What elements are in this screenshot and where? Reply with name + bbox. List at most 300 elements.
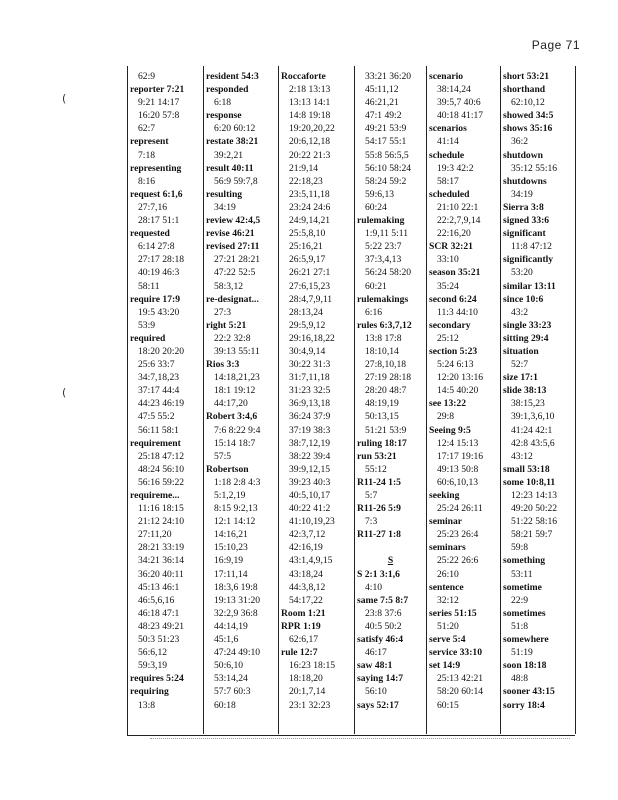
page-reference: 47:22 52:5 — [214, 267, 256, 279]
page-reference: 49:21 53:9 — [365, 123, 407, 135]
page-reference: 48:24 56:10 — [138, 463, 185, 475]
page-reference: 25:24 26:11 — [437, 503, 483, 515]
page-reference: 47:5 55:2 — [138, 411, 175, 423]
page-reference: 19:5 43:20 — [138, 306, 180, 318]
page-reference: 36:2 — [511, 136, 529, 148]
index-column-1 — [128, 66, 204, 734]
page-reference: 26:5,9,17 — [289, 254, 326, 266]
page-reference: 41:14 — [437, 136, 459, 148]
margin-mark: ( — [62, 92, 67, 105]
page-reference: 48:8 — [511, 673, 529, 685]
page-reference: 58:21 59:7 — [511, 529, 553, 541]
page-reference: 15:14 18:7 — [214, 437, 256, 449]
page-reference: 16:9,19 — [214, 555, 244, 567]
page-reference: 25:18 47:12 — [138, 450, 185, 462]
page-reference: 22:9 — [511, 594, 529, 606]
page-reference: 11:16 18:15 — [138, 503, 184, 515]
index-term: revise 46:21 — [206, 228, 255, 240]
page-reference: 60:15 — [437, 699, 459, 711]
index-term: season 35:21 — [429, 267, 481, 279]
page-reference: 40:5,10,17 — [289, 490, 331, 501]
index-term: responded — [206, 84, 249, 96]
page-reference: 22:18,23 — [289, 175, 323, 187]
page-reference: 37:19 38:3 — [289, 424, 331, 436]
page-reference: 12:1 14:12 — [214, 516, 256, 528]
page-reference: 38:7,12,19 — [289, 437, 331, 449]
page-reference: 9:21 14:17 — [138, 97, 180, 109]
page-reference: 25:13 42:21 — [437, 673, 484, 685]
page-reference: 35:24 — [437, 280, 459, 292]
page-reference: 27:6,15,23 — [289, 280, 331, 292]
page-reference: 50:6,10 — [214, 660, 244, 672]
page-reference: 18:18,20 — [289, 673, 323, 685]
page-reference: 39:23 40:3 — [289, 476, 331, 488]
page-reference: 26:21 27:1 — [289, 267, 331, 279]
index-term: sometimes — [503, 607, 546, 619]
page-reference: 40:18 41:17 — [437, 110, 484, 122]
page-reference: 59:6,13 — [365, 188, 395, 200]
page-reference: 51:21 53:9 — [365, 424, 407, 436]
page-reference: 60:24 — [365, 201, 387, 213]
page-reference: 58:11 — [138, 280, 160, 292]
index-term: situation — [503, 345, 539, 357]
page-reference: 58:17 — [437, 175, 459, 187]
page-reference: 40:22 41:2 — [289, 503, 331, 515]
section-letter: S — [387, 555, 394, 567]
index-term: right 5:21 — [206, 319, 247, 331]
index-term: significant — [503, 228, 546, 240]
page-reference: 6:14 27:8 — [138, 241, 175, 253]
index-term: Roccaforte — [281, 71, 326, 82]
page-reference: 37:3,4,13 — [365, 254, 402, 266]
page-reference: 13:13 14:1 — [289, 97, 331, 109]
page-reference: 21:12 24:10 — [138, 516, 185, 528]
page-reference: 16:20 57:8 — [138, 110, 180, 122]
page-reference: 40:19 46:3 — [138, 267, 180, 279]
page-reference: 19:13 31:20 — [214, 594, 261, 606]
index-term: sometime — [503, 581, 542, 593]
index-term: sorry 18:4 — [503, 699, 545, 711]
page-reference: 54:17,22 — [289, 594, 323, 606]
index-table — [127, 66, 575, 736]
index-term: sentence — [429, 581, 464, 593]
page-reference: 30:4,9,14 — [289, 345, 326, 357]
page-reference: 7:6 8:22 9:4 — [214, 424, 261, 436]
page-reference: 15:10,23 — [214, 542, 248, 554]
page-reference: 24:9,14,21 — [289, 215, 331, 227]
index-term: service 33:10 — [429, 647, 483, 659]
page-reference: 17:11,14 — [214, 568, 248, 580]
page-reference: 53:20 — [511, 267, 533, 279]
page-reference: 25:16,21 — [289, 241, 323, 253]
page-reference: 42:8 43:5,6 — [511, 437, 555, 449]
page-reference: 30:22 31:3 — [289, 359, 331, 371]
page-reference: 16:23 18:15 — [289, 660, 336, 672]
page-reference: 51:20 — [437, 620, 459, 632]
page-reference: 27:7,16 — [138, 201, 168, 213]
page-reference: 43:12 — [511, 450, 533, 462]
index-term: significantly — [503, 254, 554, 266]
page-reference: 45:13 46:1 — [138, 581, 180, 593]
page-reference: 28:21 33:19 — [138, 542, 185, 554]
index-term: R11-27 1:8 — [357, 529, 401, 541]
page-reference: 60:21 — [365, 280, 387, 292]
page-reference: 1:9,11 5:11 — [365, 228, 408, 240]
page-reference: 25:6 33:7 — [138, 359, 175, 371]
index-term: requested — [130, 228, 170, 240]
page-reference: 5:7 — [365, 490, 378, 501]
page-reference: 56:16 59:22 — [138, 476, 185, 488]
page-reference: 27:3 — [214, 306, 232, 318]
page-reference: 32:2,9 36:8 — [214, 607, 258, 619]
page-reference: 53:14,24 — [214, 673, 248, 685]
index-term: shutdown — [503, 149, 543, 161]
index-term: restate 38:21 — [206, 136, 259, 148]
page-reference: 20:22 21:3 — [289, 149, 331, 161]
index-term: re-designat... — [206, 293, 259, 305]
page-reference: 56:10 58:24 — [365, 162, 412, 174]
page-reference: 43:1,4,9,15 — [289, 555, 333, 567]
page-reference: 25:23 26:4 — [437, 529, 479, 541]
page-reference: 43:18,24 — [289, 568, 323, 580]
index-term: size 17:1 — [503, 372, 538, 384]
page-reference: 45:11,12 — [365, 84, 399, 96]
page-reference: 44:23 46:19 — [138, 398, 185, 410]
page-reference: 51:8 — [511, 620, 529, 632]
index-term: single 33:23 — [503, 319, 552, 331]
page-reference: 6:20 60:12 — [214, 123, 256, 135]
page-reference: 6:18 — [214, 97, 232, 109]
page-reference: 62:7 — [138, 123, 156, 135]
page-reference: 60:18 — [214, 699, 236, 711]
page-reference: 7:3 — [365, 516, 378, 528]
page-reference: 1:18 2:8 4:3 — [214, 476, 261, 488]
page-reference: 12:4 15:13 — [437, 437, 479, 449]
index-term: set 14:9 — [429, 660, 461, 672]
page-reference: 42:3,7,12 — [289, 529, 326, 541]
index-term: result 40:11 — [206, 162, 254, 174]
page-reference: 41:10,19,23 — [289, 516, 335, 528]
page-reference: 23:5,11,18 — [289, 188, 330, 200]
index-term: seminar — [429, 516, 463, 528]
page-reference: 56:10 — [365, 686, 387, 698]
page-reference: 39:5,7 40:6 — [437, 97, 481, 109]
page-reference: 47:1 49:2 — [365, 110, 402, 122]
page-reference: 48:19,19 — [365, 398, 399, 410]
index-column-5 — [427, 66, 501, 734]
index-term: somewhere — [503, 634, 549, 646]
index-term: S 2:1 3:1,6 — [357, 568, 400, 580]
page-reference: 14:16,21 — [214, 529, 248, 541]
index-term: require 17:9 — [130, 293, 181, 305]
index-term: short 53:21 — [503, 71, 550, 82]
page-reference: 36:20 40:11 — [138, 568, 184, 580]
page-reference: 50:13,15 — [365, 411, 399, 423]
index-term: sooner 43:15 — [503, 686, 555, 698]
page-reference: 5:1,2,19 — [214, 490, 246, 501]
page-reference: 31:23 32:5 — [289, 385, 331, 397]
index-term: requires 5:24 — [130, 673, 184, 685]
page-reference: 52:7 — [511, 359, 529, 371]
index-term: Robertson — [206, 463, 249, 475]
index-term: signed 33:6 — [503, 215, 550, 227]
page-reference: 39:9,12,15 — [289, 463, 331, 475]
page-reference: 34:19 — [511, 188, 533, 200]
page-reference: 4:10 — [365, 581, 383, 593]
page-reference: 23:24 24:6 — [289, 201, 331, 213]
page-reference: 21:9,14 — [289, 162, 319, 174]
page-reference: 33:10 — [437, 254, 459, 266]
index-term: says 52:17 — [357, 699, 399, 711]
page-reference: 51:19 — [511, 647, 533, 659]
index-term: reporter 7:21 — [130, 84, 185, 96]
index-column-6 — [501, 66, 576, 734]
page-reference: 14:5 40:20 — [437, 385, 479, 397]
index-term: saying 14:7 — [357, 673, 404, 685]
index-term: rulemakings — [357, 293, 409, 305]
index-term: series 51:15 — [429, 607, 477, 619]
index-term: section 5:23 — [429, 345, 478, 357]
index-term: slide 38:13 — [503, 385, 547, 397]
page-reference: 13:8 — [138, 699, 156, 711]
page-reference: 36:9,13,18 — [289, 398, 331, 410]
index-term: scheduled — [429, 188, 470, 200]
index-term: Room 1:21 — [281, 607, 326, 619]
page-reference: 18:3,6 19:8 — [214, 581, 258, 593]
page-reference: 46:18 47:1 — [138, 607, 180, 619]
page-reference: 56:9 59:7,8 — [214, 175, 258, 187]
page-reference: 8:16 — [138, 175, 156, 187]
page-reference — [355, 541, 426, 554]
page-reference: 26:10 — [437, 568, 459, 580]
index-column-4 — [355, 66, 427, 734]
page-reference: 55:8 56:5,5 — [365, 149, 409, 161]
page-reference: 22:2 32:8 — [214, 332, 251, 344]
index-term: review 42:4,5 — [206, 215, 261, 227]
page-reference: 5:22 23:7 — [365, 241, 402, 253]
page-reference: 22:2,7,9,14 — [437, 215, 481, 227]
page-reference: 46:21,21 — [365, 97, 399, 109]
page-reference: 27:19 28:18 — [365, 372, 412, 384]
index-term: ruling 18:17 — [357, 437, 407, 449]
index-term: rules 6:3,7,12 — [357, 319, 412, 331]
page-reference: 13:8 17:8 — [365, 332, 402, 344]
page-reference: 59:8 — [511, 542, 529, 554]
page-reference: 37:17 44:4 — [138, 385, 180, 397]
page-reference: 58:20 60:14 — [437, 686, 484, 698]
page-reference: 58:24 59:2 — [365, 175, 407, 187]
page-reference: 44:14,19 — [214, 620, 248, 632]
index-term: schedule — [429, 149, 465, 161]
index-term: requiring — [130, 686, 169, 698]
index-term: R11-24 1:5 — [357, 476, 401, 488]
index-term: requirement — [130, 437, 181, 449]
index-term: sitting 29:4 — [503, 332, 549, 344]
index-term: shorthand — [503, 84, 546, 96]
page-reference: 25:12 — [437, 332, 459, 344]
page-reference: 19:3 42:2 — [437, 162, 474, 174]
page-reference: 20:6,12,18 — [289, 136, 331, 148]
index-term: shutdowns — [503, 175, 547, 187]
index-term: same 7:5 8:7 — [357, 594, 409, 606]
index-term: small 53:18 — [503, 463, 550, 475]
index-column-2 — [204, 66, 279, 734]
page-reference: 39:2,21 — [214, 149, 244, 161]
page-reference: 29:16,18,22 — [289, 332, 335, 344]
page-reference: 51:22 58:16 — [511, 516, 558, 528]
index-term: second 6:24 — [429, 293, 477, 305]
page-reference: 21:10 22:1 — [437, 201, 479, 213]
index-term: revised 27:11 — [206, 241, 260, 253]
page-reference: 17:17 19:16 — [437, 450, 484, 462]
page-reference: 56:11 58:1 — [138, 424, 179, 436]
index-term: resulting — [206, 188, 243, 200]
page-reference: 14:8 19:18 — [289, 110, 331, 122]
index-term: saw 48:1 — [357, 660, 393, 672]
index-term: rule 12:7 — [281, 647, 318, 659]
page-reference: 35:12 55:16 — [511, 162, 558, 174]
index-term: response — [206, 110, 242, 122]
index-term: requireme... — [130, 490, 180, 501]
page-reference: 57:5 — [214, 450, 232, 462]
page-reference: 34:19 — [214, 201, 236, 213]
page-reference: 39:1,3,6,10 — [511, 411, 555, 423]
page-reference: 11:8 47:12 — [511, 241, 552, 253]
page-reference: 33:21 36:20 — [365, 71, 412, 82]
page-reference: 12:23 14:13 — [511, 490, 558, 501]
page-reference: 40:5 50:2 — [365, 620, 402, 632]
index-term: Seeing 9:5 — [429, 424, 471, 436]
page-reference: 46:17 — [365, 647, 387, 659]
index-term: scenario — [429, 71, 464, 82]
footer-rule — [150, 738, 570, 739]
page-reference: 7:18 — [138, 149, 156, 161]
page-reference: 60:6,10,13 — [437, 476, 479, 488]
page-reference: 38:14,24 — [437, 84, 471, 96]
page-reference: 2:18 13:13 — [289, 84, 331, 96]
index-term: represent — [130, 136, 169, 148]
index-term: run 53:21 — [357, 450, 397, 462]
page-reference: 27:21 28:21 — [214, 254, 261, 266]
index-term: satisfy 46:4 — [357, 634, 404, 646]
page-reference: 28:4,7,9,11 — [289, 293, 333, 305]
index-term: Rios 3:3 — [206, 359, 240, 371]
page-reference: 53:11 — [511, 568, 533, 580]
index-term: scenarios — [429, 123, 467, 135]
page-reference: 44:3,8,12 — [289, 581, 326, 593]
page-reference: 41:24 42:1 — [511, 424, 553, 436]
page-reference: 44:17,20 — [214, 398, 248, 410]
page-reference: 31:7,11,18 — [289, 372, 330, 384]
margin-mark: ( — [62, 386, 67, 399]
page-reference: 58:3,12 — [214, 280, 244, 292]
page-reference: 18:1 19:12 — [214, 385, 256, 397]
page-reference: 62:9 — [138, 71, 156, 82]
page-reference: 5:24 6:13 — [437, 359, 474, 371]
index-term: request 6:1,6 — [130, 188, 183, 200]
index-term: soon 18:18 — [503, 660, 547, 672]
page-reference: 29:5,9,12 — [289, 319, 326, 331]
page-reference: 28:17 51:1 — [138, 215, 180, 227]
page-reference: 42:16,19 — [289, 542, 323, 554]
page-reference: 59:3,19 — [138, 660, 168, 672]
page-reference: 32:12 — [437, 594, 459, 606]
page-reference: 39:13 55:11 — [214, 345, 260, 357]
index-column-3 — [279, 66, 355, 734]
page-reference: 22:16,20 — [437, 228, 471, 240]
page-reference: 34:21 36:14 — [138, 555, 185, 567]
index-term: SCR 32:21 — [429, 241, 473, 253]
page-reference: 23:8 37:6 — [365, 607, 402, 619]
index-term: something — [503, 555, 546, 567]
page-reference: 55:12 — [365, 463, 387, 475]
page-reference: 8:15 9:2,13 — [214, 503, 258, 515]
page-reference: 46:5,6,16 — [138, 594, 175, 606]
page-reference: 56:24 58:20 — [365, 267, 412, 279]
page-reference: 57:7 60:3 — [214, 686, 251, 698]
page-reference: 28:20 48:7 — [365, 385, 407, 397]
page-reference: 23:1 32:23 — [289, 699, 331, 711]
page-reference: 49:13 50:8 — [437, 463, 479, 475]
page-reference: 12:20 13:16 — [437, 372, 484, 384]
page-reference: 11:3 44:10 — [437, 306, 478, 318]
index-term: serve 5:4 — [429, 634, 466, 646]
page-reference: 47:24 49:10 — [214, 647, 261, 659]
index-term: some 10:8,11 — [503, 476, 556, 488]
page-reference: 45:1,6 — [214, 634, 239, 646]
index-term: Robert 3:4,6 — [206, 411, 258, 423]
page-reference: 56:6,12 — [138, 647, 168, 659]
page-reference: 36:24 37:9 — [289, 411, 331, 423]
page-reference: 34:7,18,23 — [138, 372, 180, 384]
page-reference: 14:18,21,23 — [214, 372, 260, 384]
page-reference: 6:16 — [365, 306, 383, 318]
page-reference: 29:8 — [437, 411, 455, 423]
index-term: see 13:22 — [429, 398, 467, 410]
index-term: secondary — [429, 319, 471, 331]
page-reference: 25:22 26:6 — [437, 555, 479, 567]
index-term: similar 13:11 — [503, 280, 556, 292]
page-reference: 18:10,14 — [365, 345, 399, 357]
index-term: showed 34:5 — [503, 110, 554, 122]
page-reference: 27:11,20 — [138, 529, 172, 541]
page-reference: 27:8,10,18 — [365, 359, 407, 371]
page-reference: 38:22 39:4 — [289, 450, 331, 462]
index-term: R11-26 5:9 — [357, 503, 401, 515]
index-term: rulemaking — [357, 215, 405, 227]
page-reference: 54:17 55:1 — [365, 136, 407, 148]
page-number: Page 71 — [531, 38, 580, 52]
page-reference: 50:3 51:23 — [138, 634, 180, 646]
page-reference: 27:17 28:18 — [138, 254, 185, 266]
page-reference: 62:10,12 — [511, 97, 545, 109]
page-reference: 20:1,7,14 — [289, 686, 326, 698]
index-term: seeking — [429, 490, 460, 501]
index-term: required — [130, 332, 166, 344]
page-reference: 18:20 20:20 — [138, 345, 185, 357]
index-term: shows 35:16 — [503, 123, 553, 135]
page-reference: 38:15,23 — [511, 398, 545, 410]
page-reference: 49:20 50:22 — [511, 503, 558, 515]
index-term: Sierra 3:8 — [503, 201, 544, 213]
page-reference: 48:23 49:21 — [138, 620, 185, 632]
page-reference: 53:9 — [138, 319, 156, 331]
page-reference: 43:2 — [511, 306, 529, 318]
index-term: representing — [130, 162, 182, 174]
page-reference: 19:20,20,22 — [289, 123, 335, 135]
index-term: since 10:6 — [503, 293, 544, 305]
index-term: resident 54:3 — [206, 71, 259, 82]
